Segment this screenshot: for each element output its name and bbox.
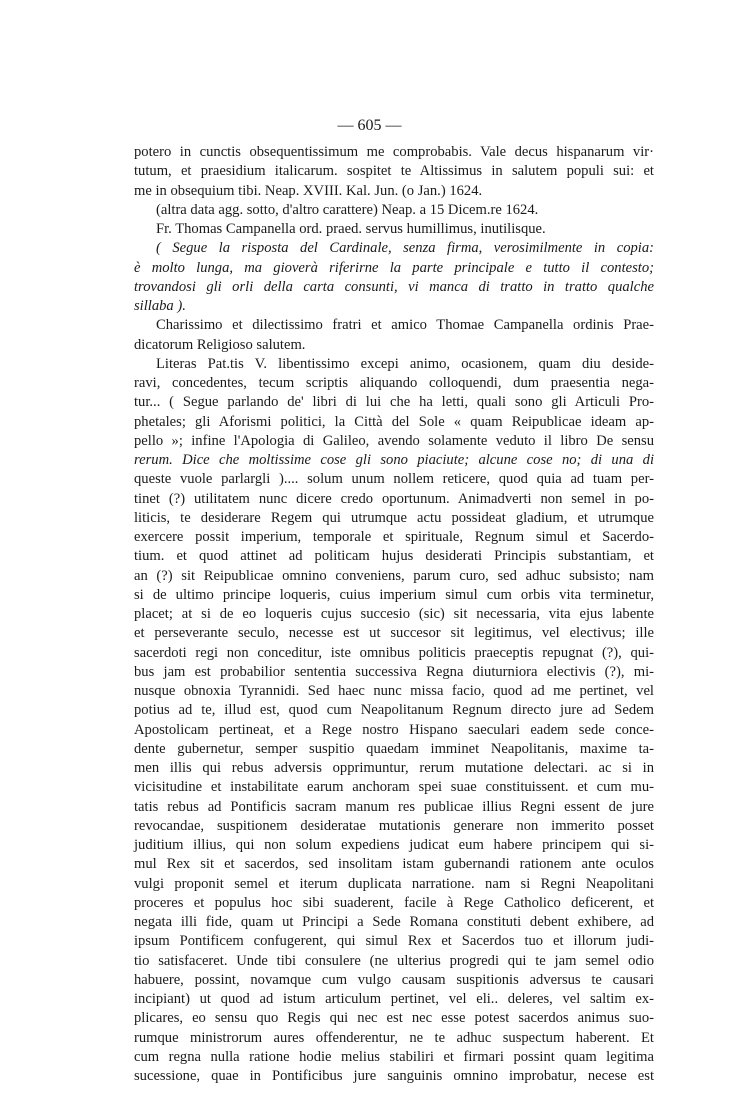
text-line: ( Segue la risposta del Cardinale, senza firma, verosimilmente in copia: bbox=[156, 240, 654, 257]
text-line: dicatorum Religioso salutem. bbox=[134, 336, 306, 353]
text-line: negata illi fide, quam ut Principi a Sede Romana constituti debent exhibere, ad bbox=[134, 914, 654, 930]
text-line: tutum, et praesidium italicarum. sospitet te Altissimus in salutem populi sui: et bbox=[134, 163, 654, 180]
text-line: me in obsequium tibi. Neap. XVIII. Kal. Jun. (o Jan.) 1624. bbox=[134, 182, 483, 199]
text-line: è molto lunga, ma gioverà riferirne la parte principale e tutto il contesto; bbox=[134, 259, 654, 276]
text-line: queste vuole parlargli ).... solum unum nollem reticere, quod quia ad tuam per- bbox=[134, 471, 654, 488]
text-line: vicisitudine et instabilitate earum anchoram spei suae constituissent. et cum mu- bbox=[134, 779, 654, 796]
text-line: revocandae, suspitionem desideratae mutationis generare non immerito posset bbox=[134, 817, 654, 834]
text-line: Literas Pat.tis V. libentissimo excepi animo, ocasionem, quam diu deside- bbox=[156, 355, 654, 372]
text-line: exercere possit imperium, temporale et spirituale, Regnum simul et Sacerdo- bbox=[134, 529, 654, 545]
text-line: tio satisfaceret. Unde tibi consulere (ne ulterius progredi qui te jam semel odio bbox=[134, 952, 654, 969]
text-line: bus jam est probabilior sententia successiva Regna diuturniora electivis (?), mi- bbox=[134, 663, 654, 680]
text-line: tium. et quod attinet ad politicam hujus desiderati Principis substantiam, et bbox=[134, 548, 654, 565]
text-line: Apostolicam pertineat, et a Rege nostro Hispano saeculari eadem sede conce- bbox=[134, 721, 654, 738]
text-line: men illis qui rebus adversis opprimuntur, rerum mutatione delectari. ac si in bbox=[134, 760, 654, 776]
text-line: si de ultimo principe loqueris, cuius imperium simul cum orbis vita terminetur, bbox=[134, 586, 654, 603]
text-line: Fr. Thomas Campanella ord. praed. servus humillimus, inutilisque. bbox=[156, 221, 546, 237]
text-line: et perseverante seculo, necesse est ut succesor sit legitimus, vel electivus; ille bbox=[134, 625, 654, 642]
text-line: sucessione, quae in Pontificibus jure sanguinis omnino improbatur, necese est bbox=[134, 1068, 654, 1084]
text-line: trovandosi gli orli della carta consunti, vi manca di tratto in tratto qualche bbox=[134, 278, 654, 295]
text-line: incipiant) ut quod ad istum articulum pertinet, vel eli.. deleres, vel saltim ex- bbox=[134, 991, 654, 1007]
text-line: ipsum Pontificem confugerent, qui simul Rex et Sacerdos tuo et illorum judi- bbox=[134, 933, 654, 950]
text-line: phetales; gli Aforismi politici, la Città del Sole « quam Reipublicae ideam ap- bbox=[134, 413, 654, 430]
text-line: tatis rebus ad Pontificis sacram manum res publicae illius Regni essent de jure bbox=[134, 798, 654, 815]
text-line: nusque obnoxia Tyrannidi. Sed haec nunc missa facio, quod ad me pertinet, vel bbox=[134, 683, 654, 699]
text-line: potius ad te, illud est, quod cum Neapolitanum Regnum directo jure ad Sedem bbox=[134, 702, 654, 719]
text-line: an (?) sit Reipublicae omnino conveniens, parum curo, sed adhuc subsisto; nam bbox=[134, 567, 654, 584]
text-line: tinet (?) utilitatem nunc dicere credo oportunum. Animadverti non semel in po- bbox=[134, 490, 654, 507]
text-line: potero in cunctis obsequentissimum me comprobabis. Vale decus hispanarum vir· bbox=[134, 144, 654, 160]
text-line: tur... ( Segue parlando de' libri di lui che ha letti, quali sono gli Articuli Pro- bbox=[134, 394, 654, 411]
text-line: sillaba ). bbox=[134, 298, 186, 314]
text-line: habuere, possint, novamque cum vulgo causam suspitionis adversus te causari bbox=[134, 971, 654, 988]
text-line: juditium illius, qui non solum expediens judicat eum habere principem qui si- bbox=[134, 837, 654, 853]
text-line: liticis, te desiderare Regem qui utrumque actu possideat gladium, et utrumque bbox=[134, 509, 654, 526]
text-line: sacerdoti regi non conceditur, iste omnibus politicis praeceptis repugnat (?), qui- bbox=[134, 644, 654, 661]
page-number: — 605 — bbox=[337, 117, 402, 134]
body-text bbox=[134, 143, 654, 1086]
text-line: (altra data agg. sotto, d'altro carattere) Neap. a 15 Dicem.re 1624. bbox=[156, 201, 539, 218]
text-line: vulgi proponit semel et iterum duplicata narratione. nam si Regni Neapolitani bbox=[134, 875, 654, 892]
text-line: cum regna nulla ratione hodie melius stabiliri et firmari possint quam legitima bbox=[134, 1048, 654, 1065]
text-line: pello »; infine l'Apologia di Galileo, avendo solamente veduto il libro De sensu bbox=[134, 432, 654, 449]
text-line: rerum. Dice che moltissime cose gli sono piaciute; alcune cose no; di una di bbox=[134, 452, 654, 468]
text-line: proceres et populus hoc sibi suaderent, facile à Rege Catholico deficerent, et bbox=[134, 894, 654, 911]
text-line: mul Rex sit et sacerdos, sed insolitam istam gubernandi rationem ante oculos bbox=[134, 856, 654, 873]
text-line: dente gubernetur, semper suspitio quaedam imminet Neapolitanis, maxime ta- bbox=[134, 740, 654, 757]
text-line: ravi, concedentes, tecum scriptis aliquando colloquendi, dum praesentia nega- bbox=[134, 375, 654, 391]
text-line: rumque ministrorum aures offenderentur, ne te adhuc suspectum haberent. Et bbox=[134, 1029, 654, 1046]
text-line: placet; at si de eo loqueris cujus succesio (sic) sit necessaria, vita ejus labente bbox=[134, 606, 654, 622]
text-line: plicares, eo sensu quo Regis qui nec est nec esse potest sacerdos animus suo- bbox=[134, 1010, 654, 1027]
text-line: Charissimo et dilectissimo fratri et amico Thomae Campanella ordinis Prae- bbox=[156, 317, 654, 334]
